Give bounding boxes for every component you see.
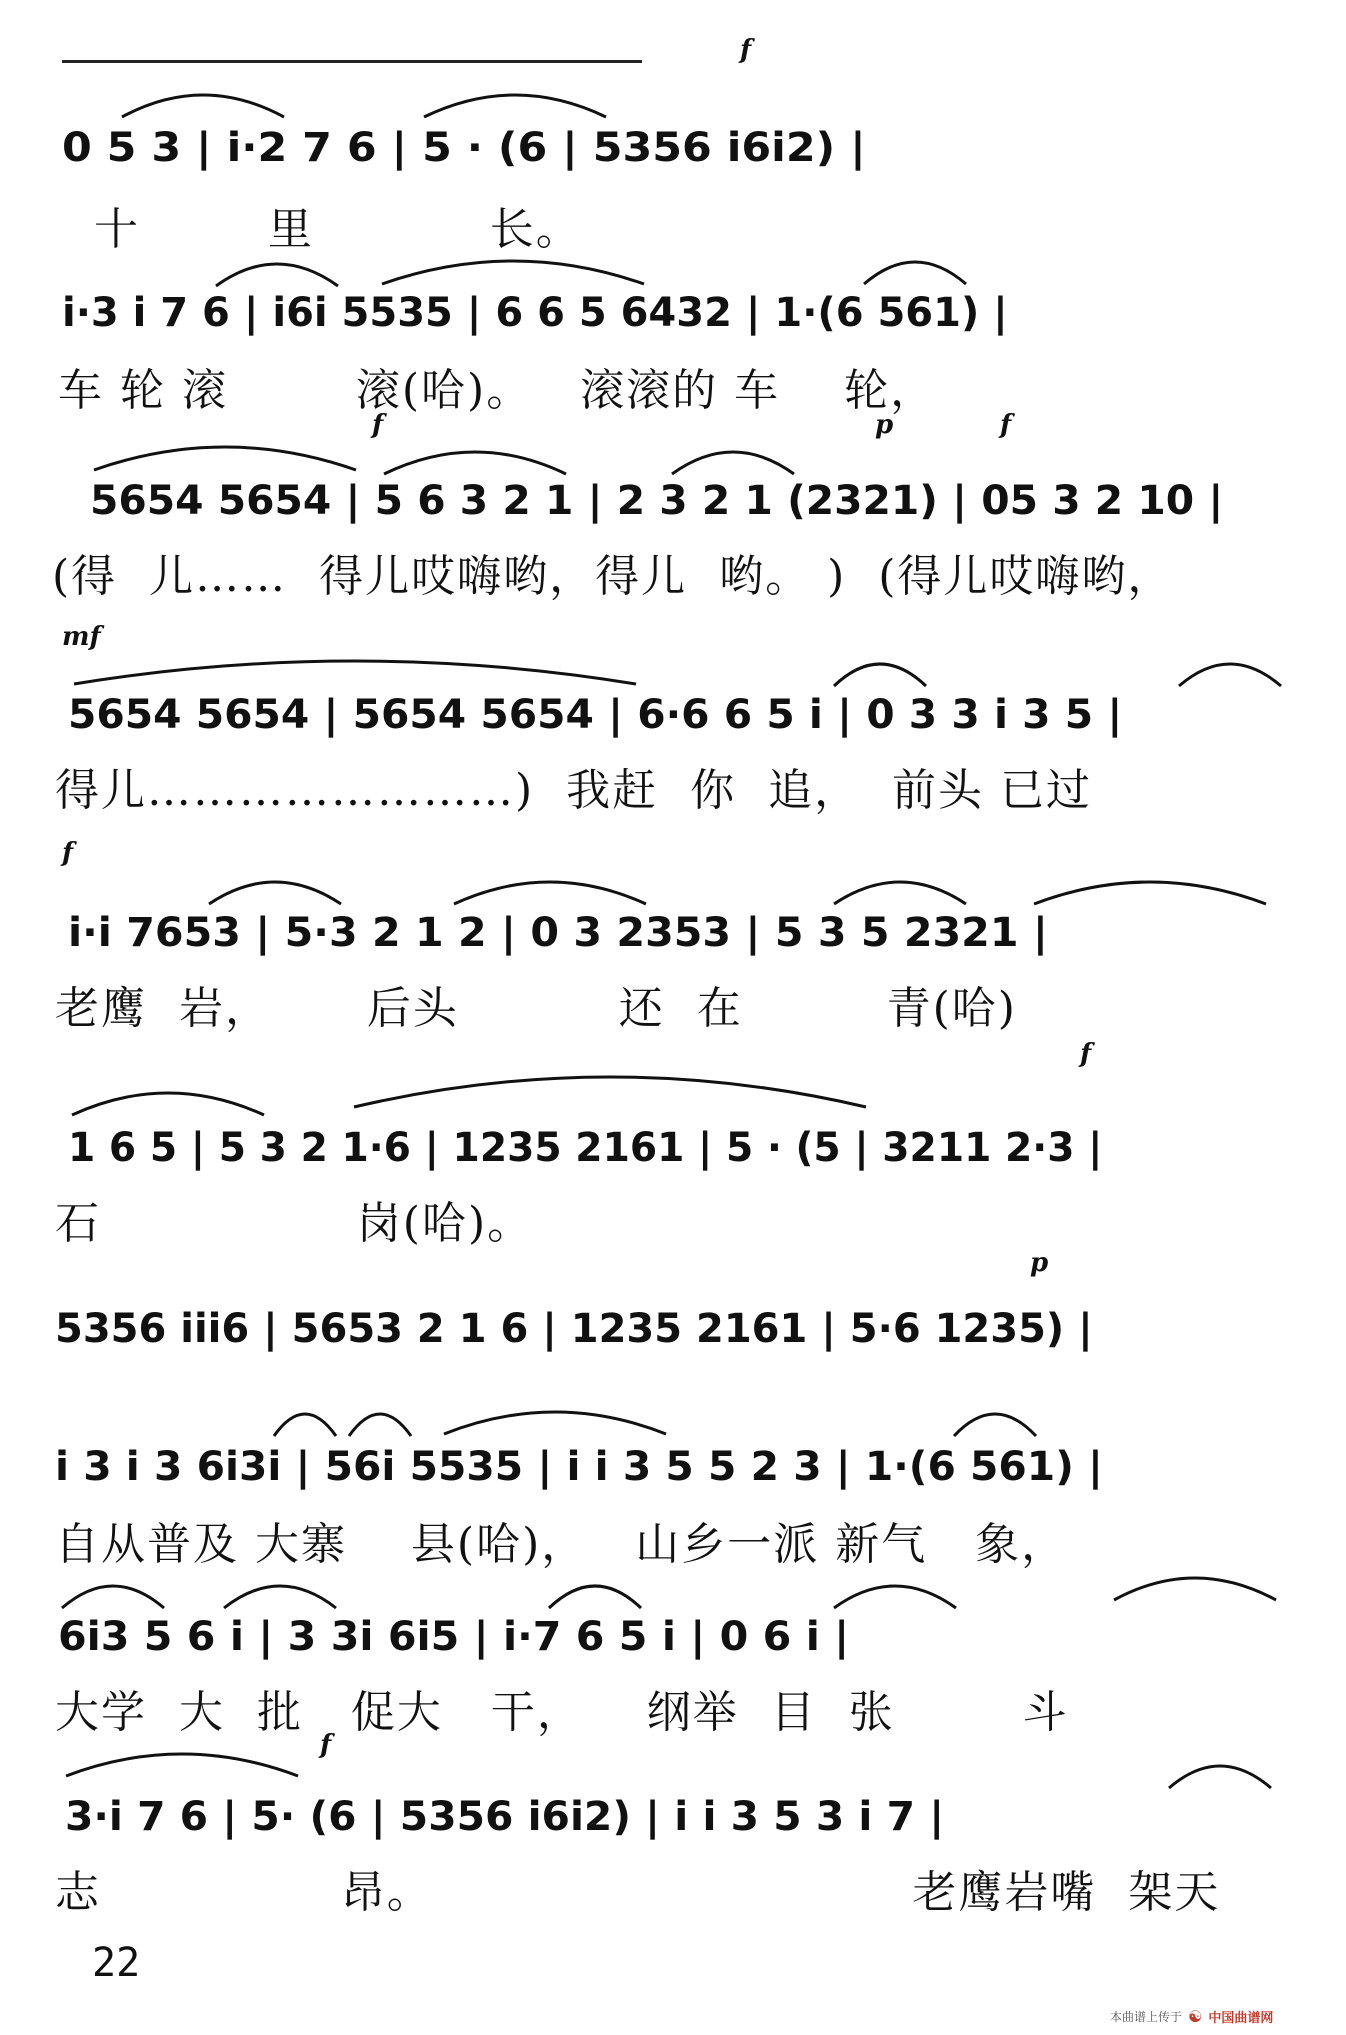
notation-line: 3·i 7 6 | 5· (6 | 5356 i6i2) | i i 3 5 3 i 7 | <box>65 1794 945 1840</box>
slur-arc <box>1165 1754 1275 1794</box>
lyrics-line: 得儿……………………) 我赶 你 追， 前头 已过 <box>55 765 1093 816</box>
slur-arc <box>830 870 970 910</box>
page-number: 22 <box>92 1940 141 1986</box>
lyrics-line: 老鹰 岩， 后头 还 在 青(哈) <box>55 983 1017 1034</box>
lyrics-line: 大学 大 批 促大 干， 纲举 目 张 斗 <box>55 1687 1069 1738</box>
notation-line: i·i 7653 | 5·3 2 1 2 | 0 3 2353 | 5 3 5 2321 | <box>68 910 1048 956</box>
slur-arc <box>1175 652 1285 692</box>
slur-arc <box>118 83 288 123</box>
score-system-3 <box>0 410 1346 650</box>
dynamic-mark: f <box>1080 1039 1092 1069</box>
slur-arc <box>58 1574 168 1614</box>
lyrics-line: 志 昂。 老鹰岩嘴 架天 <box>55 1867 1221 1918</box>
dynamic-mark: p <box>1030 1248 1049 1278</box>
lyrics-line: 自从普及 大寨 县(哈)， 山乡一派 新气 象， <box>55 1519 1068 1570</box>
watermark-site: 中国曲谱网 <box>1208 2010 1274 2026</box>
dynamic-mark: f <box>1000 410 1012 440</box>
notation-line: 1 6 5 | 5 3 2 1·6 | 1235 2161 | 5 · (5 | 3211 2·3 | <box>68 1125 1103 1171</box>
slur-arc <box>68 1081 268 1121</box>
notation-line: 5654 5654 | 5654 5654 | 6·6 6 5 i | 0 3 3 i 3 5 | <box>68 692 1123 738</box>
top-rule-line <box>62 60 642 63</box>
dynamic-mark: f <box>62 838 74 868</box>
notation-line: 5356 iii6 | 5653 2 1 6 | 1235 2161 | 5·6 1235) | <box>55 1306 1093 1352</box>
notation-line: 5654 5654 | 5 6 3 2 1 | 2 3 2 1 (2321) | 05 3 2 10 | <box>90 478 1224 524</box>
lyrics-line: (得 儿…… 得儿哎嗨哟，得儿 哟。 ) (得儿哎嗨哟， <box>52 551 1174 602</box>
slur-arc <box>830 652 930 692</box>
dynamic-mark: f <box>372 410 384 440</box>
slur-arc <box>70 650 640 690</box>
watermark-prefix: 本曲谱上传于 <box>1110 2009 1183 2024</box>
slur-arc <box>220 1574 340 1614</box>
notation-line: i·3 i 7 6 | i6i 5535 | 6 6 5 6432 | 1·(6 561) | <box>62 290 1008 336</box>
dynamic-mark: f <box>320 1730 332 1760</box>
score-system-2 <box>0 262 1346 462</box>
score-system-10 <box>0 1730 1346 1960</box>
slur-arc <box>545 1574 645 1614</box>
slur-arc <box>205 870 345 910</box>
lyrics-line: 石 岗(哈)。 <box>55 1198 534 1249</box>
score-system-4 <box>0 622 1346 862</box>
notation-line: 6i3 5 6 i | 3 3i 6i5 | i·7 6 5 i | 0 6 i | <box>58 1614 850 1660</box>
score-system-9 <box>0 1580 1346 1780</box>
notation-line: i 3 i 3 6i3i | 56i 5535 | i i 3 5 5 2 3 | 1·(6 561) | <box>55 1444 1103 1490</box>
dynamic-mark: f <box>740 35 752 65</box>
slur-arc <box>420 83 610 123</box>
score-system-5 <box>0 838 1346 1080</box>
dynamic-mark: p <box>875 410 894 440</box>
dynamic-mark: mf <box>62 622 101 652</box>
notation-line: 0 5 3 | i·2 7 6 | 5 · (6 | 5356 i6i2) | <box>62 125 866 171</box>
site-logo-icon: ☯ <box>1188 2006 1203 2026</box>
watermark <box>1110 2003 1340 2029</box>
slur-arc <box>450 870 650 910</box>
slur-arc <box>830 1574 960 1614</box>
lyrics-line: 十 里 长。 <box>62 204 582 255</box>
lyrics-line: 车 轮 滚 滚(哈)。 滚滚的 车 轮， <box>58 365 937 416</box>
slur-arc <box>1030 870 1270 910</box>
score-system-1 <box>0 35 1346 285</box>
score-system-6 <box>0 1039 1346 1295</box>
